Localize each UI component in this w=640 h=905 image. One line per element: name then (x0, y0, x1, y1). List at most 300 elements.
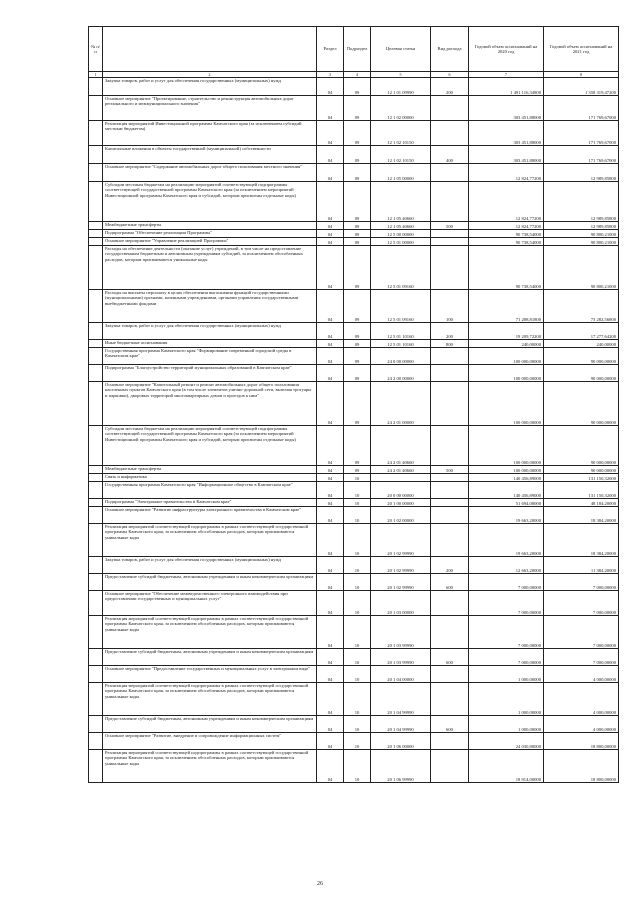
row-subsection-cell: 10 (344, 666, 371, 683)
row-amount-2020-cell: 240,00000 (469, 340, 544, 348)
row-target-article-cell: 12 1 02 10150 (371, 121, 431, 146)
row-expense-type-cell (431, 365, 469, 382)
row-section-cell: 04 (317, 574, 344, 591)
table-row (89, 146, 619, 164)
row-expense-type-cell (431, 121, 469, 146)
row-target-article-cell: 12 1 02 10150 (371, 146, 431, 164)
row-number-cell (89, 507, 103, 524)
row-amount-2020-cell: 12 824,77200 (469, 164, 544, 182)
row-number-cell (89, 499, 103, 507)
row-amount-2020-cell: 303 451,88000 (469, 146, 544, 164)
row-expense-type-cell (431, 482, 469, 499)
header-number: № п/п (89, 27, 103, 72)
row-subsection-cell: 09 (344, 238, 371, 246)
row-name-cell: Подпрограмма "Электронное правительство в Камчатском крае" (103, 499, 317, 507)
row-section-cell: 04 (317, 340, 344, 348)
row-number-cell (89, 591, 103, 616)
row-amount-2021-cell: 18 384,20000 (544, 507, 619, 524)
row-target-article-cell: 24 2 01 00000 (371, 382, 431, 426)
row-amount-2020-cell: 90 738,54000 (469, 238, 544, 246)
row-amount-2021-cell: 7 000,00000 (544, 649, 619, 666)
row-amount-2021-cell: 7 000,00000 (544, 574, 619, 591)
row-amount-2021-cell: 73 282,56800 (544, 290, 619, 323)
row-expense-type-cell (431, 524, 469, 557)
row-expense-type-cell (431, 683, 469, 716)
table-row (89, 482, 619, 499)
row-target-article-cell: 12 1 05 40660 (371, 182, 431, 222)
row-name-cell: Межбюджетные трансферты (103, 466, 317, 474)
row-name-cell: Основное мероприятие "Развитие инфраструктуры электронного правительства в Камчатском крае" (103, 507, 317, 524)
row-expense-type-cell: 500 (431, 222, 469, 230)
row-target-article-cell: 12 5 01 09160 (371, 290, 431, 323)
row-section-cell: 04 (317, 182, 344, 222)
table-row (89, 474, 619, 482)
table-row (89, 230, 619, 238)
row-number-cell (89, 348, 103, 365)
row-amount-2020-cell: 100 000,00000 (469, 382, 544, 426)
row-name-cell: Государственная программа Камчатского края "Формирование современной городской среды в Камчатском крае" (103, 348, 317, 365)
column-index: 7 (469, 72, 544, 78)
row-amount-2021-cell: 4 000,00000 (544, 716, 619, 733)
row-amount-2021-cell: 240,00000 (544, 340, 619, 348)
row-name-cell: Основное мероприятие "Проектирование, строительство и реконструкция автомобильных дорог регионального и межмуниципального значения" (103, 96, 317, 121)
row-name-cell: Межбюджетные трансферты (103, 222, 317, 230)
row-section-cell: 04 (317, 238, 344, 246)
table-row (89, 290, 619, 323)
row-amount-2021-cell: 4 000,00000 (544, 683, 619, 716)
row-number-cell (89, 466, 103, 474)
row-name-cell: Основное мероприятие "Обеспечение межведомственного электронного взаимодействия при предоставлении государственных и муниципальных услуг" (103, 591, 317, 616)
row-section-cell: 04 (317, 78, 344, 96)
row-expense-type-cell (431, 348, 469, 365)
column-index: 5 (371, 72, 431, 78)
row-name-cell: Государственная программа Камчатского края "Информационное общество в Камчатском крае" (103, 482, 317, 499)
row-target-article-cell: 12 5 00 00000 (371, 230, 431, 238)
row-section-cell: 04 (317, 426, 344, 466)
row-name-cell: Основное мероприятие "Предоставление государственных и муниципальных услуг в электронном виде" (103, 666, 317, 683)
row-subsection-cell: 10 (344, 591, 371, 616)
header-expense-type: Вид расхода (431, 27, 469, 72)
row-section-cell: 04 (317, 716, 344, 733)
row-amount-2020-cell: 12 663,20000 (469, 557, 544, 574)
row-number-cell (89, 716, 103, 733)
row-amount-2020-cell: 100 000,00000 (469, 466, 544, 474)
row-number-cell (89, 482, 103, 499)
table-row (89, 524, 619, 557)
row-section-cell: 04 (317, 96, 344, 121)
table-row (89, 121, 619, 146)
row-name-cell: Расходы на обеспечение деятельности (оказание услуг) учреждений, в том числе на предоставление государственным бюджетным и автономным учреждениям субсидий, за исключением обособленных расходов, которым присваиваются уникальные коды (103, 246, 317, 290)
row-amount-2020-cell: 1 000,00000 (469, 666, 544, 683)
row-name-cell: Закупка товаров, работ и услуг для обеспечения государственных (муниципальных) нужд (103, 557, 317, 574)
row-number-cell (89, 524, 103, 557)
row-section-cell: 04 (317, 666, 344, 683)
row-target-article-cell: 12 1 01 09990 (371, 78, 431, 96)
table-row (89, 716, 619, 733)
row-amount-2021-cell: 171 769,67000 (544, 96, 619, 121)
row-name-cell: Расходы на выплаты персоналу в целях обеспечения выполнения функций государственными (муниципальными) органами, казенными учреждениями, органами управления государственными внебюджетными фондами (103, 290, 317, 323)
row-section-cell: 04 (317, 507, 344, 524)
row-target-article-cell: 20 1 03 00000 (371, 591, 431, 616)
row-name-cell: Предоставление субсидий бюджетным, автономным учреждениям и иным некоммерческим организациям (103, 574, 317, 591)
row-target-article-cell: 24 2 00 00000 (371, 365, 431, 382)
row-subsection-cell: 09 (344, 96, 371, 121)
row-subsection-cell: 10 (344, 482, 371, 499)
row-subsection-cell: 09 (344, 78, 371, 96)
row-subsection-cell: 10 (344, 649, 371, 666)
row-target-article-cell: 12 1 02 00000 (371, 96, 431, 121)
row-amount-2020-cell: 7 000,00000 (469, 616, 544, 649)
row-section-cell: 04 (317, 382, 344, 426)
row-target-article-cell: 20 1 02 99990 (371, 524, 431, 557)
table-row (89, 466, 619, 474)
row-number-cell (89, 323, 103, 340)
table-row (89, 340, 619, 348)
row-target-article-cell: 12 5 01 00000 (371, 238, 431, 246)
table-row (89, 649, 619, 666)
row-expense-type-cell (431, 750, 469, 783)
column-index: 6 (431, 72, 469, 78)
row-amount-2020-cell: 100 000,00000 (469, 348, 544, 365)
row-number-cell (89, 382, 103, 426)
row-amount-2020-cell: 24 030,80000 (469, 733, 544, 750)
row-expense-type-cell (431, 616, 469, 649)
row-amount-2020-cell: 7 000,00000 (469, 649, 544, 666)
row-section-cell: 04 (317, 474, 344, 482)
row-expense-type-cell (431, 182, 469, 222)
row-section-cell: 04 (317, 591, 344, 616)
row-amount-2021-cell: 17 277,64200 (544, 323, 619, 340)
row-number-cell (89, 557, 103, 574)
row-amount-2021-cell: 90 800,21000 (544, 246, 619, 290)
row-amount-2020-cell: 140 456,89000 (469, 474, 544, 482)
row-subsection-cell: 10 (344, 507, 371, 524)
row-section-cell: 04 (317, 365, 344, 382)
row-number-cell (89, 340, 103, 348)
row-expense-type-cell (431, 507, 469, 524)
row-name-cell: Подпрограмма "Обеспечение реализации Программы" (103, 230, 317, 238)
row-number-cell (89, 96, 103, 121)
row-subsection-cell: 09 (344, 365, 371, 382)
row-expense-type-cell: 200 (431, 323, 469, 340)
row-number-cell (89, 78, 103, 96)
row-amount-2021-cell: 90 000,00000 (544, 466, 619, 474)
row-amount-2020-cell: 1 000,00000 (469, 716, 544, 733)
row-target-article-cell: 20 0 00 00000 (371, 482, 431, 499)
row-amount-2020-cell: 51 694,00000 (469, 499, 544, 507)
row-subsection-cell: 10 (344, 499, 371, 507)
row-number-cell (89, 426, 103, 466)
row-name-cell: Субсидии местным бюджетам на реализацию мероприятий соответствующей подпрограммы соответствующей государственной программы Камчатского края (за исключением мероприятий Инвестиционной программы Камчатского края и субсидий, которым присвоены отдельные коды) (103, 426, 317, 466)
row-target-article-cell: 12 1 05 40660 (371, 222, 431, 230)
row-amount-2021-cell: 18 384,20000 (544, 524, 619, 557)
row-amount-2021-cell: 131 150,32000 (544, 474, 619, 482)
row-section-cell: 04 (317, 323, 344, 340)
row-name-cell: Субсидии местным бюджетам на реализацию мероприятий соответствующей подпрограммы соответствующей государственной программы Камчатского края (за исключением мероприятий Инвестиционной программы Камчатского края и субсидий, которым присвоены отдельные коды) (103, 182, 317, 222)
row-amount-2021-cell: 12 989,85800 (544, 182, 619, 222)
row-name-cell: Закупка товаров, работ и услуг для обеспечения государственных (муниципальных) нужд (103, 78, 317, 96)
row-section-cell: 04 (317, 733, 344, 750)
row-amount-2021-cell: 90 800,21000 (544, 230, 619, 238)
row-name-cell: Иные бюджетные ассигнования (103, 340, 317, 348)
row-subsection-cell: 09 (344, 164, 371, 182)
row-amount-2020-cell: 71 288,81800 (469, 290, 544, 323)
row-section-cell: 04 (317, 121, 344, 146)
row-target-article-cell (371, 474, 431, 482)
row-number-cell (89, 238, 103, 246)
row-expense-type-cell (431, 474, 469, 482)
table-row (89, 348, 619, 365)
row-subsection-cell: 09 (344, 246, 371, 290)
row-amount-2020-cell: 12 824,77200 (469, 222, 544, 230)
page-number: 26 (317, 881, 323, 887)
row-target-article-cell: 20 1 04 99990 (371, 683, 431, 716)
row-target-article-cell: 12 5 01 10160 (371, 323, 431, 340)
table-row (89, 96, 619, 121)
row-name-cell: Основное мероприятие "Содержание автомобильных дорог общего пользования местного значения" (103, 164, 317, 182)
row-target-article-cell: 20 1 06 00000 (371, 733, 431, 750)
table-row (89, 246, 619, 290)
row-name-cell: Капитальные вложения в объекты государственной (муниципальной) собственности (103, 146, 317, 164)
row-amount-2021-cell: 131 150,32000 (544, 482, 619, 499)
row-number-cell (89, 750, 103, 783)
row-amount-2020-cell: 18 914,00000 (469, 750, 544, 783)
row-amount-2021-cell: 18 800,00000 (544, 733, 619, 750)
row-amount-2020-cell: 19 209,72200 (469, 323, 544, 340)
row-section-cell: 04 (317, 466, 344, 474)
table-row (89, 365, 619, 382)
row-subsection-cell: 09 (344, 222, 371, 230)
row-number-cell (89, 365, 103, 382)
row-expense-type-cell (431, 96, 469, 121)
row-number-cell (89, 290, 103, 323)
row-amount-2021-cell: 171 769,67000 (544, 121, 619, 146)
row-amount-2020-cell: 12 824,77200 (469, 182, 544, 222)
table-row (89, 666, 619, 683)
row-number-cell (89, 474, 103, 482)
row-section-cell: 04 (317, 164, 344, 182)
row-expense-type-cell (431, 164, 469, 182)
row-target-article-cell: 20 1 02 00000 (371, 507, 431, 524)
row-section-cell: 04 (317, 348, 344, 365)
row-amount-2021-cell: 12 989,85800 (544, 164, 619, 182)
row-subsection-cell: 10 (344, 716, 371, 733)
row-section-cell: 04 (317, 482, 344, 499)
row-target-article-cell: 20 1 00 00000 (371, 499, 431, 507)
row-amount-2021-cell: 171 769,67000 (544, 146, 619, 164)
row-expense-type-cell: 500 (431, 466, 469, 474)
row-amount-2021-cell: 7 000,00000 (544, 616, 619, 649)
row-section-cell: 04 (317, 649, 344, 666)
row-target-article-cell: 12 5 01 10160 (371, 340, 431, 348)
row-number-cell (89, 164, 103, 182)
row-name-cell: Основное мероприятие "Развитие, внедрение и сопровождение информационных систем" (103, 733, 317, 750)
header-volume-2020: Годовой объем ассигнований на 2020 год (469, 27, 544, 72)
row-section-cell: 04 (317, 683, 344, 716)
budget-allocation-table (88, 26, 619, 783)
row-amount-2020-cell: 7 000,00000 (469, 591, 544, 616)
table-header-row (89, 27, 619, 72)
header-target-article: Целевая статья (371, 27, 431, 72)
row-amount-2021-cell: 90 000,00000 (544, 348, 619, 365)
column-index: 1 (89, 72, 103, 78)
row-amount-2021-cell: 12 989,85800 (544, 222, 619, 230)
table-row (89, 557, 619, 574)
row-expense-type-cell (431, 238, 469, 246)
table-row (89, 683, 619, 716)
row-subsection-cell: 09 (344, 323, 371, 340)
row-subsection-cell: 10 (344, 557, 371, 574)
header-volume-2021: Годовой объем ассигнований на 2021 год (544, 27, 619, 72)
header-section: Раздел (317, 27, 344, 72)
row-target-article-cell: 12 5 01 09160 (371, 246, 431, 290)
row-target-article-cell: 24 2 01 40660 (371, 426, 431, 466)
row-subsection-cell: 09 (344, 426, 371, 466)
row-amount-2020-cell: 7 000,00000 (469, 574, 544, 591)
column-index: 3 (317, 72, 344, 78)
table-row (89, 750, 619, 783)
row-amount-2021-cell: 90 000,00000 (544, 365, 619, 382)
row-name-cell: Реализация мероприятий соответствующей подпрограммы в рамках соответствующей государственной программы Камчатского края, за исключением обособленных расходов, которым присваиваются уникальные коды (103, 683, 317, 716)
row-target-article-cell: 20 1 04 00000 (371, 666, 431, 683)
row-subsection-cell: 10 (344, 750, 371, 783)
row-amount-2020-cell: 19 663,20000 (469, 507, 544, 524)
row-number-cell (89, 733, 103, 750)
row-section-cell: 04 (317, 146, 344, 164)
column-index: 4 (344, 72, 371, 78)
row-target-article-cell: 20 1 04 99990 (371, 716, 431, 733)
row-number-cell (89, 683, 103, 716)
row-target-article-cell: 20 1 03 99990 (371, 649, 431, 666)
table-row (89, 164, 619, 182)
table-row (89, 574, 619, 591)
row-amount-2021-cell: 1 358 319,47200 (544, 78, 619, 96)
row-number-cell (89, 616, 103, 649)
row-subsection-cell: 10 (344, 733, 371, 750)
table-row (89, 78, 619, 96)
row-number-cell (89, 246, 103, 290)
row-amount-2020-cell: 303 451,88000 (469, 96, 544, 121)
row-number-cell (89, 666, 103, 683)
row-amount-2020-cell: 303 451,88000 (469, 121, 544, 146)
table-row (89, 382, 619, 426)
table-row (89, 323, 619, 340)
table-row (89, 182, 619, 222)
row-section-cell: 04 (317, 499, 344, 507)
row-subsection-cell: 09 (344, 230, 371, 238)
row-section-cell: 04 (317, 750, 344, 783)
row-amount-2020-cell: 90 738,54000 (469, 246, 544, 290)
row-expense-type-cell (431, 499, 469, 507)
row-subsection-cell: 10 (344, 474, 371, 482)
row-target-article-cell: 24 2 01 40660 (371, 466, 431, 474)
row-subsection-cell: 09 (344, 466, 371, 474)
row-expense-type-cell (431, 246, 469, 290)
row-subsection-cell: 09 (344, 182, 371, 222)
row-target-article-cell: 20 1 02 99990 (371, 574, 431, 591)
row-target-article-cell: 20 1 03 99990 (371, 616, 431, 649)
table-row (89, 426, 619, 466)
row-name-cell: Подпрограмма "Благоустройство территорий муниципальных образований в Камчатском крае" (103, 365, 317, 382)
table-row (89, 238, 619, 246)
row-expense-type-cell: 200 (431, 78, 469, 96)
row-amount-2020-cell: 100 000,00000 (469, 365, 544, 382)
row-expense-type-cell: 800 (431, 340, 469, 348)
row-subsection-cell: 09 (344, 146, 371, 164)
table-row (89, 733, 619, 750)
row-name-cell: Реализация мероприятий соответствующей подпрограммы в рамках соответствующей государственной программы Камчатского края, за исключением обособленных расходов, которым присваиваются уникальные коды (103, 750, 317, 783)
row-number-cell (89, 146, 103, 164)
row-subsection-cell: 09 (344, 340, 371, 348)
row-name-cell: Реализация мероприятий соответствующей подпрограммы в рамках соответствующей государственной программы Камчатского края, за исключением обособленных расходов, которым присваиваются уникальные коды (103, 524, 317, 557)
row-amount-2021-cell: 90 800,21000 (544, 238, 619, 246)
row-target-article-cell: 12 1 05 00000 (371, 164, 431, 182)
row-name-cell: Основное мероприятие "Управление реализацией Программы" (103, 238, 317, 246)
row-number-cell (89, 182, 103, 222)
row-expense-type-cell (431, 382, 469, 426)
row-amount-2021-cell: 11 384,20000 (544, 557, 619, 574)
row-amount-2020-cell: 140 456,89000 (469, 482, 544, 499)
row-subsection-cell: 09 (344, 382, 371, 426)
row-amount-2021-cell: 7 000,00000 (544, 591, 619, 616)
header-name (103, 27, 317, 72)
row-expense-type-cell (431, 426, 469, 466)
row-expense-type-cell (431, 230, 469, 238)
row-amount-2020-cell: 19 663,20000 (469, 524, 544, 557)
header-subsection: Подраздел (344, 27, 371, 72)
row-amount-2021-cell: 90 000,00000 (544, 426, 619, 466)
row-expense-type-cell: 600 (431, 649, 469, 666)
row-amount-2020-cell: 1 491 116,34800 (469, 78, 544, 96)
column-index: 2 (103, 72, 317, 78)
table-row (89, 507, 619, 524)
column-index: 8 (544, 72, 619, 78)
row-number-cell (89, 574, 103, 591)
row-expense-type-cell: 400 (431, 146, 469, 164)
row-expense-type-cell: 600 (431, 716, 469, 733)
row-section-cell: 04 (317, 246, 344, 290)
table-row (89, 591, 619, 616)
row-expense-type-cell (431, 591, 469, 616)
row-amount-2021-cell: 4 000,00000 (544, 666, 619, 683)
row-section-cell: 04 (317, 222, 344, 230)
row-amount-2020-cell: 90 738,54000 (469, 230, 544, 238)
row-name-cell: Связь и информатика (103, 474, 317, 482)
row-subsection-cell: 10 (344, 524, 371, 557)
row-section-cell: 04 (317, 557, 344, 574)
row-expense-type-cell: 100 (431, 290, 469, 323)
row-section-cell: 04 (317, 616, 344, 649)
row-target-article-cell: 20 1 02 99990 (371, 557, 431, 574)
row-amount-2021-cell: 48 184,20000 (544, 499, 619, 507)
table-row (89, 616, 619, 649)
row-name-cell: Предоставление субсидий бюджетным, автономным учреждениям и иным некоммерческим организациям (103, 649, 317, 666)
table-row (89, 222, 619, 230)
row-subsection-cell: 09 (344, 348, 371, 365)
row-number-cell (89, 230, 103, 238)
row-amount-2021-cell: 90 000,00000 (544, 382, 619, 426)
row-subsection-cell: 10 (344, 574, 371, 591)
row-target-article-cell: 20 1 06 99990 (371, 750, 431, 783)
row-number-cell (89, 649, 103, 666)
row-expense-type-cell (431, 733, 469, 750)
row-name-cell: Основное мероприятие "Капитальный ремонт и ремонт автомобильных дорог общего пользования населенных пунктов Камчатского края (в том числе элементов улично-дорожной сети, включая тротуары и парковки), дворовых территорий многоквартирных домов и проездов к ним" (103, 382, 317, 426)
row-section-cell: 04 (317, 524, 344, 557)
row-section-cell: 04 (317, 230, 344, 238)
row-expense-type-cell: 200 (431, 557, 469, 574)
row-expense-type-cell: 600 (431, 574, 469, 591)
row-name-cell: Реализация мероприятий соответствующей подпрограммы в рамках соответствующей государственной программы Камчатского края, за исключением обособленных расходов, которым присваиваются уникальные коды (103, 616, 317, 649)
